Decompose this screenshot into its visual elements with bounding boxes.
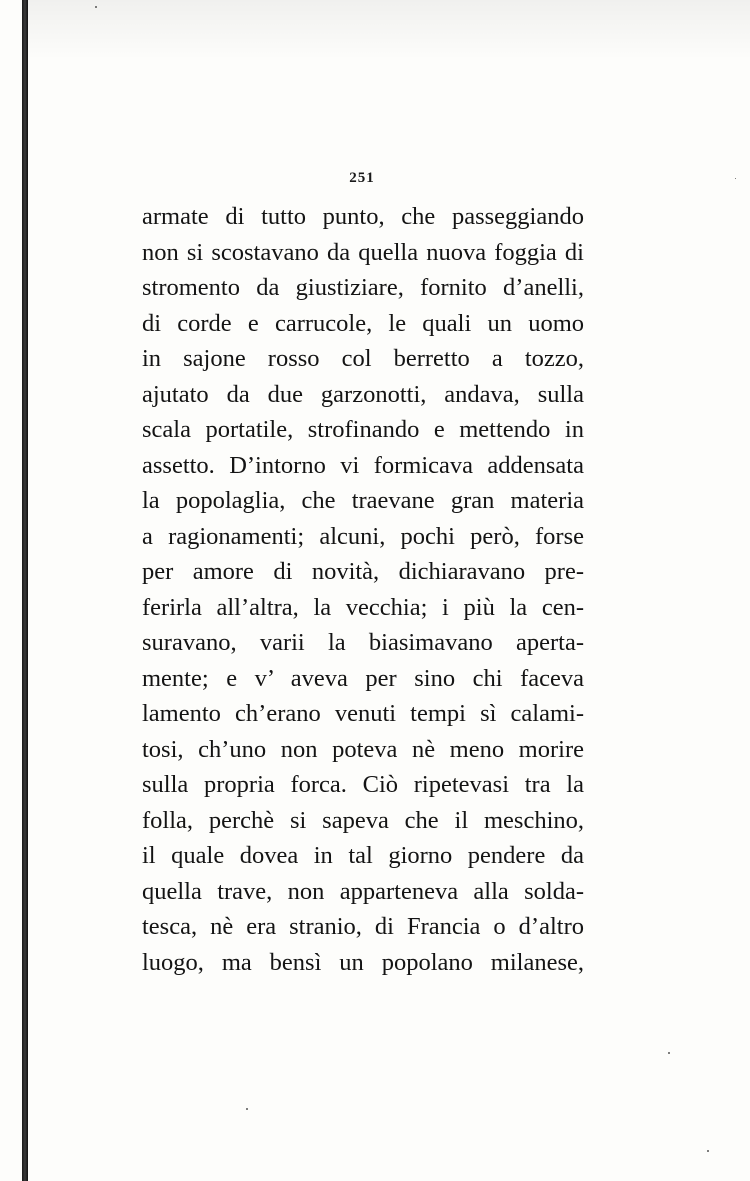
text-line: sulla propria forca. Ciò ripetevasi tra la (142, 771, 584, 798)
text-line: suravano, varii la biasimavano aperta- (142, 629, 584, 656)
text-line: in sajone rosso col berretto a tozzo, (142, 345, 584, 372)
text-line: ferirla all’altra, la vecchia; i più la cen- (142, 593, 584, 621)
text-line: quella trave, non apparteneva alla solda- (142, 877, 584, 905)
text-line: mente; e v’ aveva per sino chi faceva (142, 664, 584, 692)
text-line: per amore di novità, dichiaravano pre- (142, 558, 584, 585)
page-top-shade (28, 0, 750, 60)
text-line: di corde e carrucole, le quali un uomo (142, 309, 584, 337)
text-line: a ragionamenti; alcuni, pochi però, forse (142, 522, 584, 550)
text-line: assetto. D’intorno vi formicava addensata (142, 451, 584, 479)
text-line: non si scostavano da quella nuova foggia di (142, 238, 584, 266)
paper-speck (707, 1150, 709, 1152)
text-line: armate di tutto punto, che passeggiando (142, 203, 584, 230)
text-line: ajutato da due garzonotti, andava, sulla (142, 380, 584, 408)
text-line: tosi, ch’uno non poteva nè meno morire (142, 735, 584, 763)
text-line: folla, perchè si sapeva che il meschino, (142, 806, 584, 834)
text-line: lamento ch’erano venuti tempi sì calami- (142, 700, 584, 727)
body-text (142, 199, 584, 980)
text-line: luogo, ma bensì un popolano milanese, (142, 948, 584, 976)
page-number: 251 (349, 170, 375, 186)
text-line: il quale dovea in tal giorno pendere da (142, 842, 584, 869)
paper-speck (668, 1052, 670, 1054)
text-line: scala portatile, strofinando e mettendo in (142, 416, 584, 443)
text-line: tesca, nè era stranio, di Francia o d’altro (142, 913, 584, 940)
paper-speck (95, 6, 97, 8)
text-line: la popolaglia, che traevane gran materia (142, 487, 584, 514)
text-line: stromento da giustiziare, fornito d’anelli, (142, 274, 584, 301)
paper-speck (246, 1108, 248, 1110)
paper-speck (735, 178, 736, 179)
